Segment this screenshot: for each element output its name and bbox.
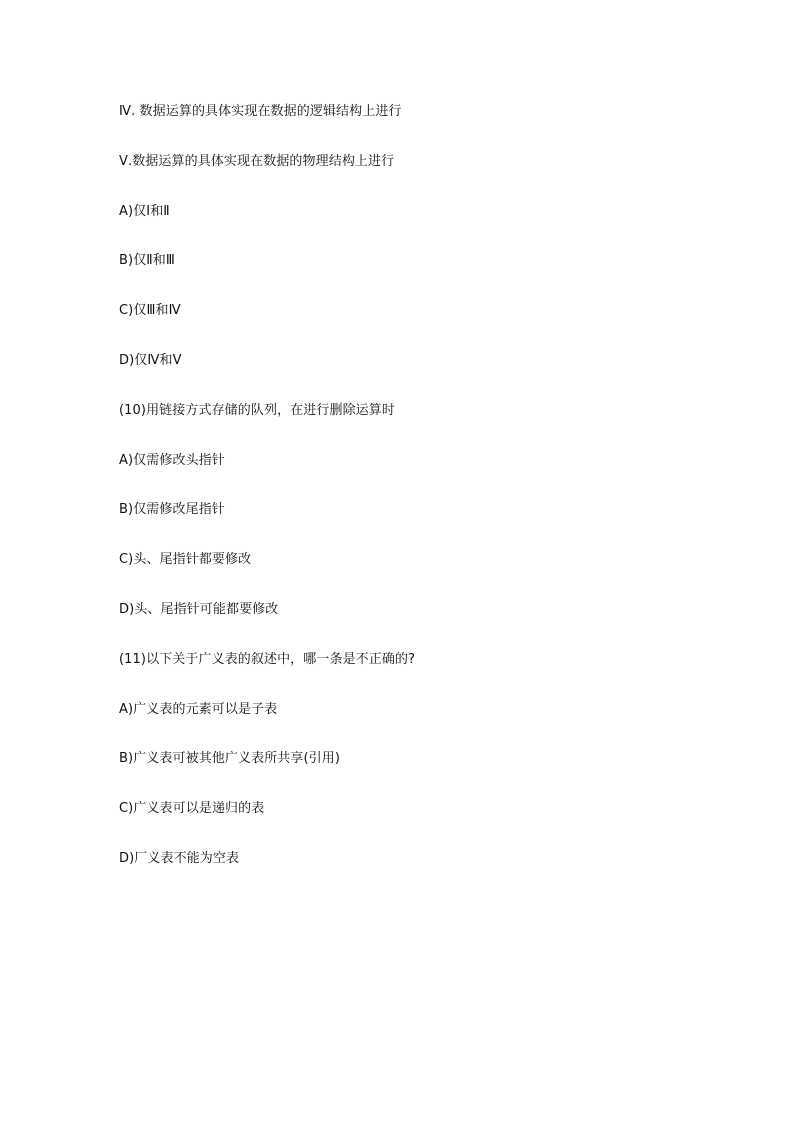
q9-option-c: C)仅Ⅲ和Ⅳ [119, 303, 181, 319]
q9-option-b: B)仅Ⅱ和Ⅲ [119, 253, 175, 269]
q9-option-d: D)仅Ⅳ和Ⅴ [119, 352, 182, 368]
question-10: (10)用链接方式存储的队列，在进行删除运算时 [119, 402, 395, 418]
document-body [119, 100, 759, 897]
question-11: (11)以下关于广义表的叙述中，哪一条是不正确的? [119, 651, 416, 667]
q10-option-b: B)仅需修改尾指针 [119, 502, 225, 518]
q11-option-b: B)广义表可被其他广义表所共享(引用) [119, 751, 341, 767]
statement-v: Ⅴ.数据运算的具体实现在数据的物理结构上进行 [119, 153, 395, 169]
q11-option-a: A)广义表的元素可以是子表 [119, 701, 278, 717]
q11-option-d: D)厂义表不能为空表 [119, 850, 240, 866]
q10-option-d: D)头、尾指针可能都要修改 [119, 601, 279, 617]
statement-iv: Ⅳ. 数据运算的具体实现在数据的逻辑结构上进行 [119, 104, 402, 119]
q9-option-a: A)仅Ⅰ和Ⅱ [119, 203, 170, 219]
q10-option-c: C)头、尾指针都要修改 [119, 552, 252, 568]
q11-option-c: C)广义表可以是递归的表 [119, 801, 265, 817]
q10-option-a: A)仅需修改头指针 [119, 452, 225, 468]
